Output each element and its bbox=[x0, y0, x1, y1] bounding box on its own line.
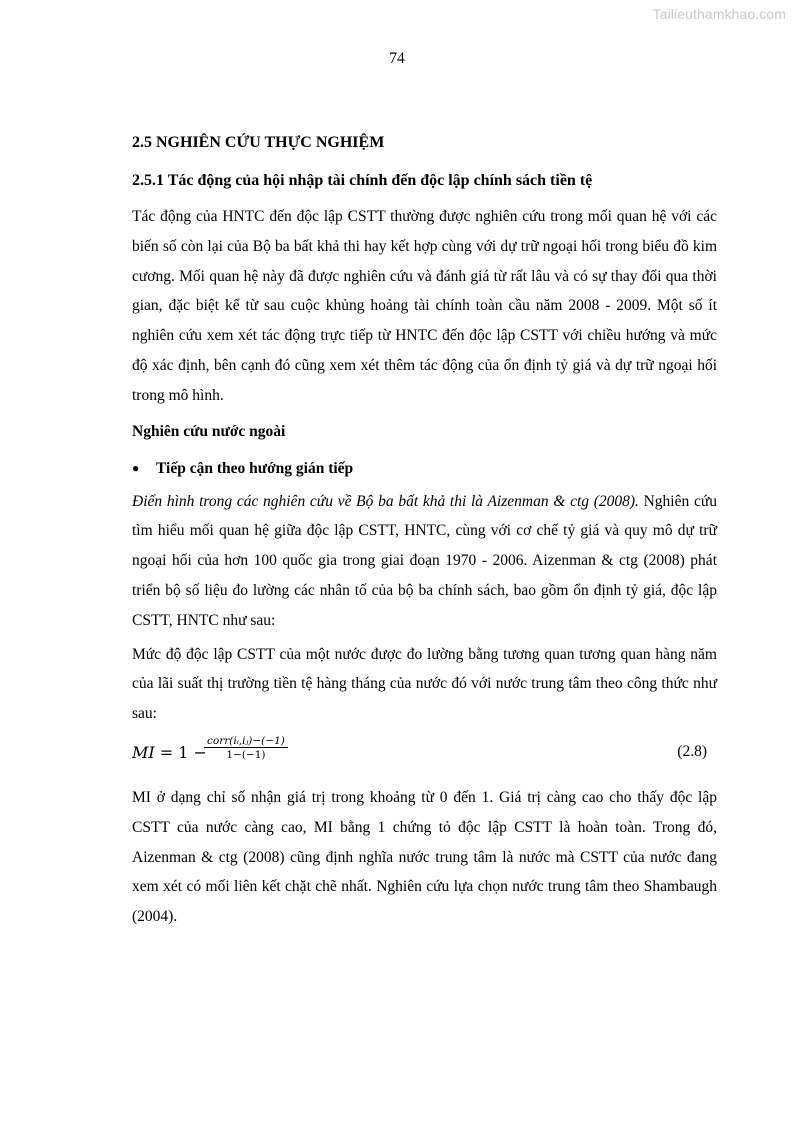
formula-2-8 bbox=[132, 735, 717, 779]
formula-number: (2.8) bbox=[677, 742, 707, 760]
section-heading: 2.5 NGHIÊN CỨU THỰC NGHIỆM bbox=[132, 134, 385, 151]
mi-explanation-paragraph: MI ở dạng chỉ số nhận giá trị trong khoảng từ 0 đến 1. Giá trị càng cao cho thấy độc lập CSTT của nước càng cao, MI bằng 1 chứng tỏ độc lập CSTT là hoàn toàn. Trong đó, Aizenman & ctg (2008) cũng định nghĩa nước trung tâm là nước mà CSTT của nước đang xem xét có mối liên kết chặt chẽ nhất. Nghiên cứu lựa chọn nước trung tâm theo Shambaugh (2004). bbox=[132, 788, 717, 926]
bullet-item-indirect bbox=[132, 451, 717, 487]
aizenman-paragraph bbox=[132, 487, 717, 636]
formula-lhs bbox=[132, 743, 207, 762]
aizenman-description: Nghiên cứu tìm hiểu mối quan hệ giữa độc lập CSTT, HNTC, cùng với cơ chế tỷ giá và quy mô dự trữ ngoại hối của hơn 100 quốc gia trong giai đoạn 1970 - 2006. Aizenman & ctg (2008) phát triển bộ số liệu đo lường các nhân tố của bộ ba chính sách, bao gồm ổn định tỷ giá, độc lập CSTT, HNTC như sau: bbox=[132, 492, 717, 629]
formula-fraction bbox=[204, 735, 288, 761]
formula-numerator: corr(iᵢ,iⱼ)−(−1) bbox=[204, 735, 288, 748]
bullet-label: Tiếp cận theo hướng gián tiếp bbox=[156, 459, 354, 477]
aizenman-intro-italic: Điển hình trong các nghiên cứu về Bộ ba bất khả thi là Aizenman & ctg (2008). bbox=[132, 492, 639, 510]
page-number: 74 bbox=[389, 50, 405, 67]
document-body bbox=[132, 128, 717, 932]
formula-equals: = 1 − bbox=[154, 742, 207, 762]
mi-measure-paragraph: Mức độ độc lập CSTT của một nước được đo lường bằng tương quan tương quan hàng năm của lãi suất thị trường tiền tệ hàng tháng của nước đó với nước trung tâm theo công thức như sau: bbox=[132, 645, 717, 723]
foreign-research-heading: Nghiên cứu nước ngoài bbox=[132, 422, 286, 440]
watermark: Tailieuthamkhao.com bbox=[652, 6, 786, 22]
subsection-heading: 2.5.1 Tác động của hội nhập tài chính đến độc lập chính sách tiền tệ bbox=[132, 172, 593, 189]
formula-denominator: 1−(−1) bbox=[226, 748, 266, 761]
intro-paragraph: Tác động của HNTC đến độc lập CSTT thường được nghiên cứu trong mối quan hệ với các biến số còn lại của Bộ ba bất khả thi hay kết hợp cùng với dự trữ ngoại hối trong biểu đồ kim cương. Mối quan hệ này đã được nghiên cứu và đánh giá từ rất lâu và có sự thay đổi qua thời gian, đặc biệt kể từ sau cuộc khủng hoảng tài chính toàn cầu năm 2008 - 2009. Một số ít nghiên cứu xem xét tác động trực tiếp từ HNTC đến độc lập CSTT với chiều hướng và mức độ xác định, bên cạnh đó cũng xem xét thêm tác động của ổn định tỷ giá và dự trữ ngoại hối trong mô hình. bbox=[132, 208, 717, 404]
bullet-icon: ● bbox=[132, 461, 140, 476]
formula-variable: MI bbox=[132, 742, 155, 762]
